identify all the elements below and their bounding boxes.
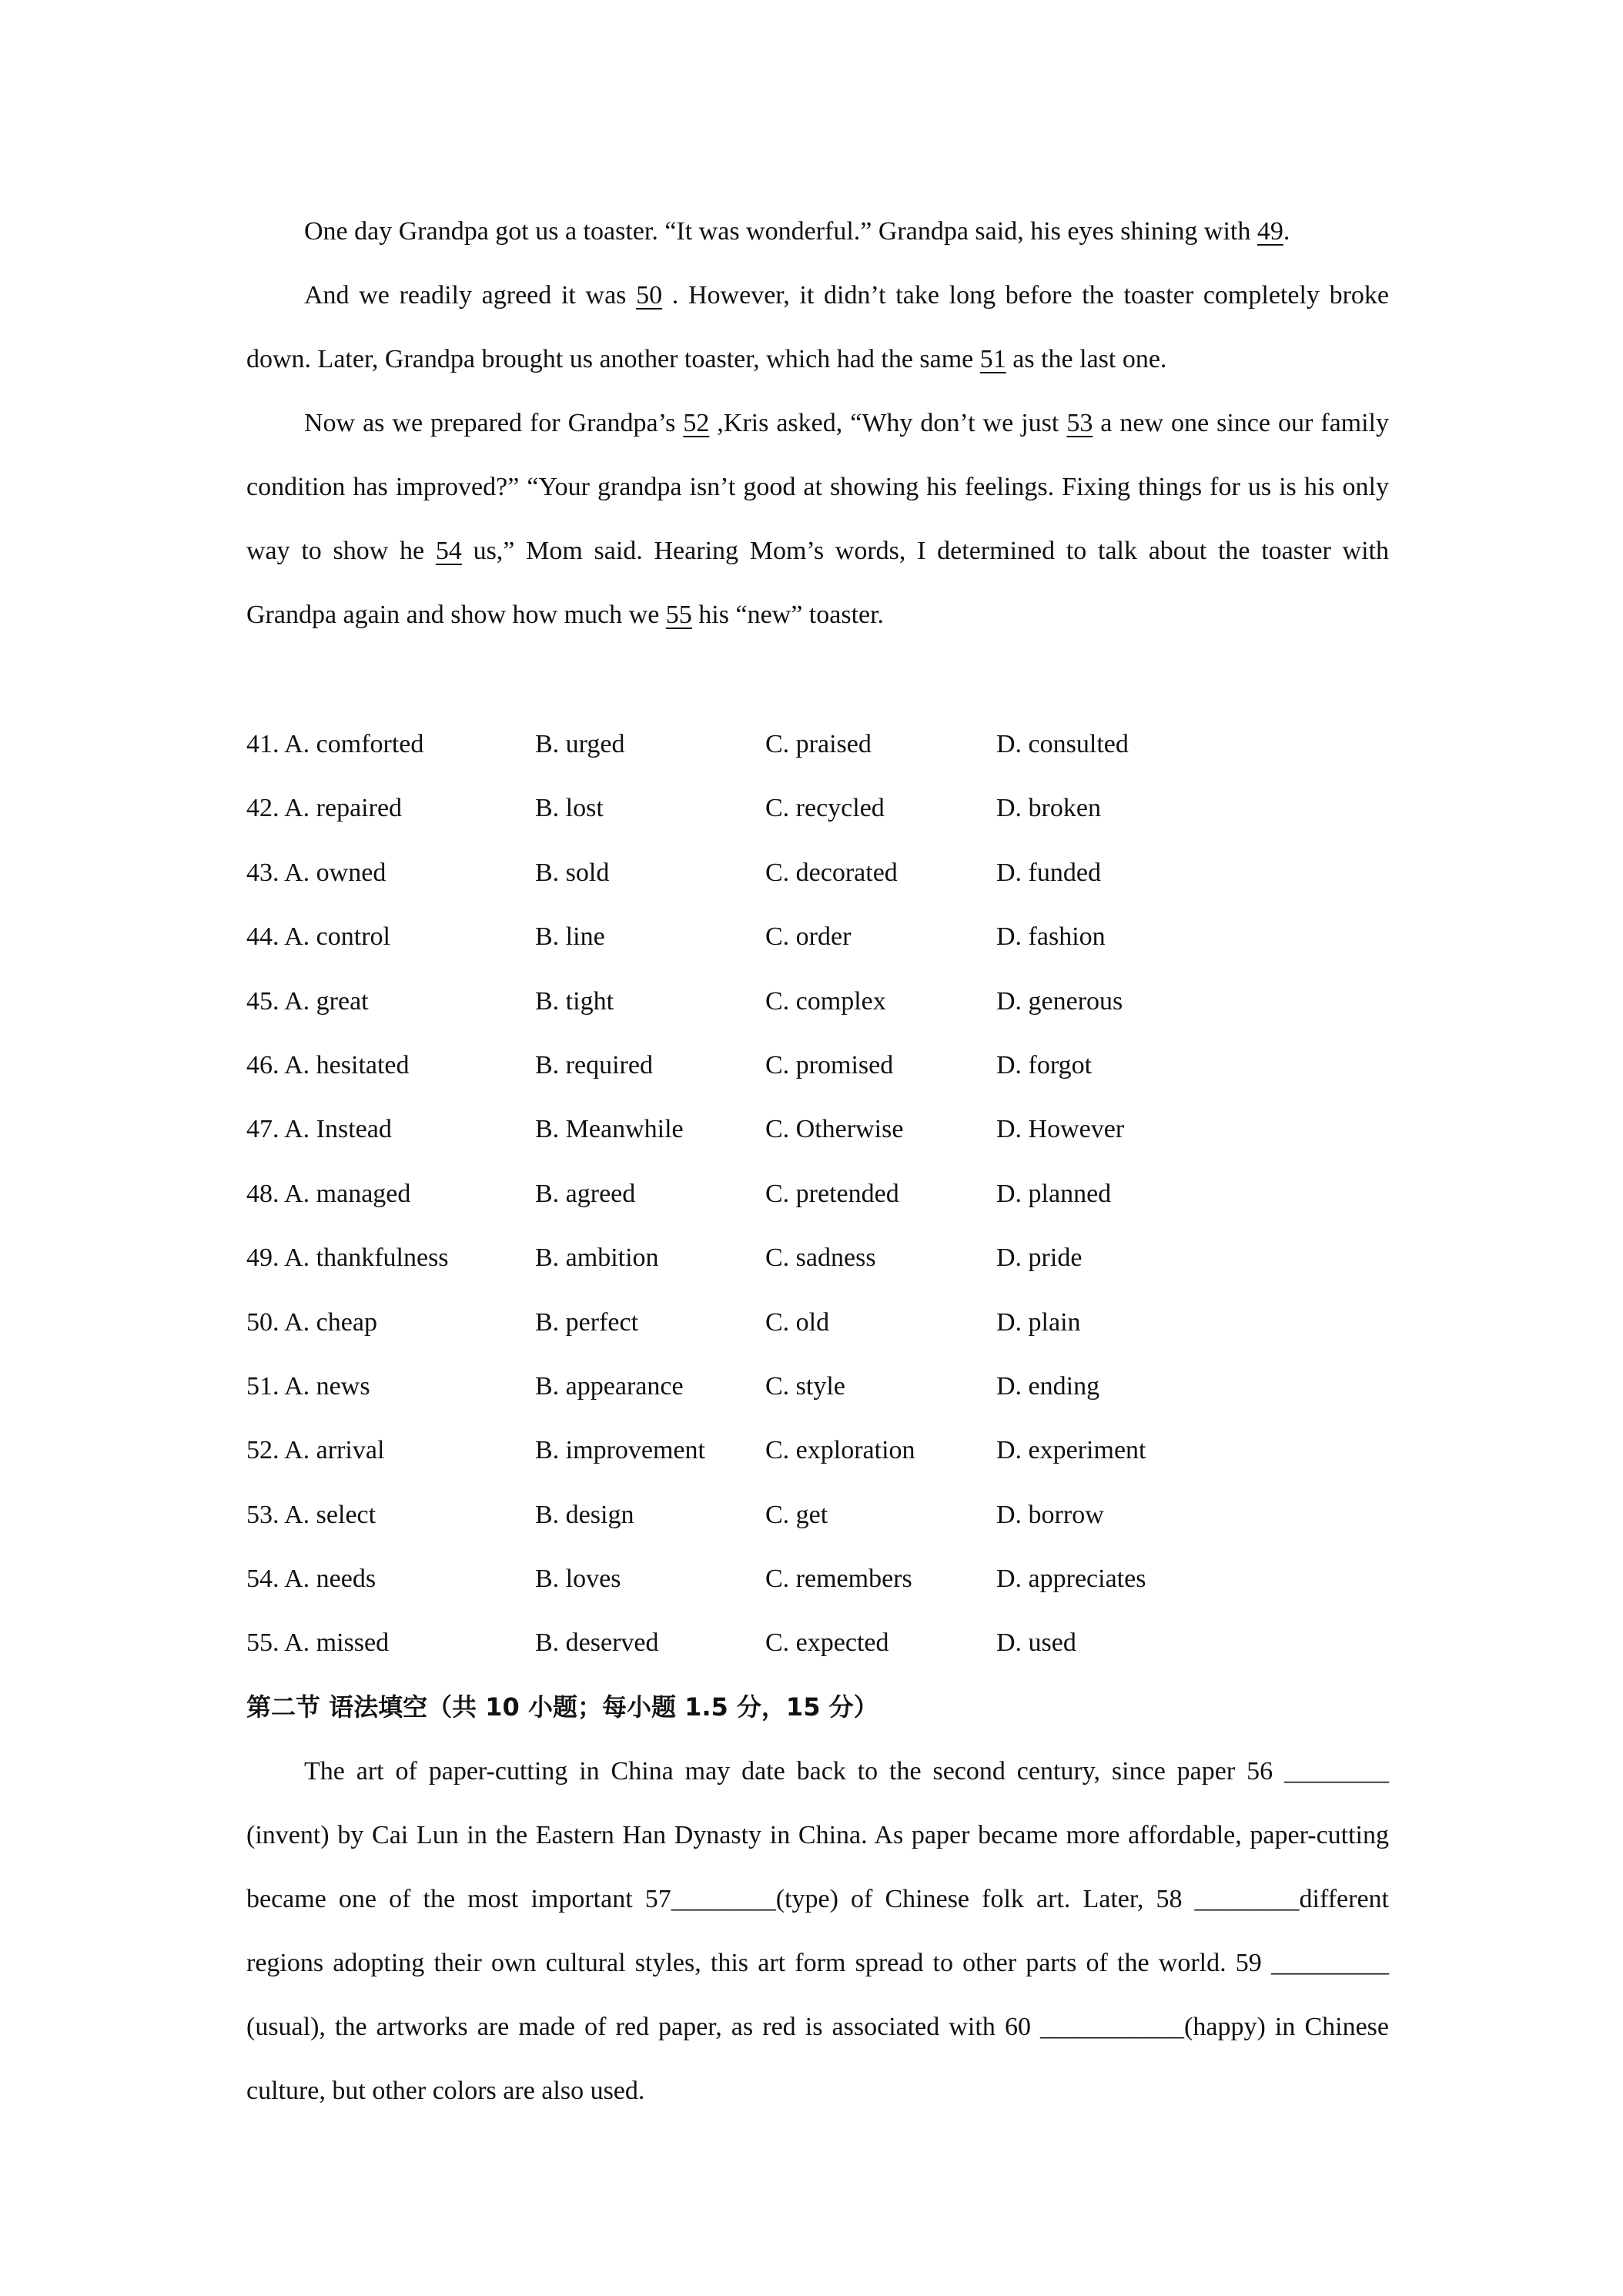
text-run: us,” Mom said. Hearing Mom’s words, I determined to talk about the toaster with Grandpa again and show how much we xyxy=(246,537,1390,629)
option-a: 50. A. cheap xyxy=(246,1307,377,1337)
option-d: D. used xyxy=(996,1628,1076,1658)
paper-cutting-paragraph: The art of paper-cutting in China may date back to the second century, since paper 56 ________ (invent) by Cai Lun in the Eastern Han Dynasty in China. As paper became more affordable, paper-cutting became one of the most important 57________(type) of Chinese folk art. Later, 58 ________different regions adopting their own cultural styles, this art form spread to other parts of the world. 59 _________ (usual), the artworks are made of red paper, as red is associated with 60 ___________(happy) in Chinese culture, but other colors are also used. xyxy=(246,1757,1389,2105)
option-b: B. sold xyxy=(535,858,610,887)
option-c: C. sadness xyxy=(765,1243,876,1273)
blank-54: 54 xyxy=(435,537,462,565)
option-c: C. Otherwise xyxy=(765,1115,904,1144)
option-c: C. expected xyxy=(765,1628,889,1658)
option-row-42 xyxy=(246,776,1389,840)
option-a: 42. A. repaired xyxy=(246,794,403,823)
option-d: D. appreciates xyxy=(996,1565,1146,1594)
option-a: 48. A. managed xyxy=(246,1179,411,1208)
option-d: D. pride xyxy=(996,1243,1083,1273)
option-a: 47. A. Instead xyxy=(246,1115,392,1144)
text-run: . xyxy=(1283,217,1290,246)
option-row-43 xyxy=(246,841,1389,905)
option-c: C. praised xyxy=(765,730,872,758)
option-row-53 xyxy=(246,1483,1389,1547)
option-c: C. get xyxy=(765,1500,828,1529)
text-run: a new one since our family condition has improved?” “Your grandpa isn’t good at showing his feelings. Fixing things for us is his only way to show he xyxy=(246,409,1390,565)
text-run: as the last one. xyxy=(1006,345,1167,373)
option-b: B. tight xyxy=(535,986,614,1016)
option-row-48 xyxy=(246,1162,1389,1226)
option-a: 55. A. missed xyxy=(246,1628,390,1658)
option-b: B. design xyxy=(535,1500,634,1529)
option-d: D. broken xyxy=(996,794,1101,823)
option-b: B. line xyxy=(535,922,605,952)
text-run: . However, it didn’t take long before the toaster completely broke down. Later, Grandpa brought us another toaster, which had the same xyxy=(246,281,1389,373)
option-row-55 xyxy=(246,1611,1389,1675)
text-run: ,Kris asked, “Why don’t we just xyxy=(709,409,1067,437)
option-c: C. recycled xyxy=(765,794,885,823)
blank-49: 49 xyxy=(1257,217,1283,246)
option-d: D. consulted xyxy=(996,730,1129,758)
option-a: 45. A. great xyxy=(246,986,369,1016)
option-c: C. style xyxy=(765,1371,845,1401)
option-a: 49. A. thankfulness xyxy=(246,1243,449,1273)
option-d: D. fashion xyxy=(996,922,1106,952)
option-c: C. pretended xyxy=(765,1179,899,1208)
option-c: C. complex xyxy=(765,986,886,1016)
text-run: And we readily agreed it was xyxy=(304,281,637,310)
text-run: his “new” toaster. xyxy=(691,601,885,629)
option-row-52 xyxy=(246,1418,1389,1482)
option-c: C. old xyxy=(765,1307,830,1337)
option-d: D. planned xyxy=(996,1179,1112,1208)
option-d: D. funded xyxy=(996,858,1101,887)
option-d: D. forgot xyxy=(996,1050,1093,1079)
option-row-54 xyxy=(246,1547,1389,1611)
option-b: B. urged xyxy=(535,730,625,758)
paragraph-toaster-gift xyxy=(246,199,1389,263)
option-row-46 xyxy=(246,1033,1389,1097)
option-c: C. exploration xyxy=(765,1436,915,1465)
option-a: 52. A. arrival xyxy=(246,1436,385,1465)
option-d: D. However xyxy=(996,1115,1125,1144)
option-row-49 xyxy=(246,1226,1389,1290)
blank-53: 53 xyxy=(1066,409,1093,437)
option-d: D. experiment xyxy=(996,1436,1146,1465)
option-c: C. order xyxy=(765,922,852,952)
option-b: B. perfect xyxy=(535,1307,639,1337)
option-c: C. remembers xyxy=(765,1565,912,1594)
option-a: 46. A. hesitated xyxy=(246,1050,410,1079)
option-c: C. decorated xyxy=(765,858,898,887)
option-row-45 xyxy=(246,969,1389,1033)
option-a: 43. A. owned xyxy=(246,858,387,887)
option-b: B. agreed xyxy=(535,1179,636,1208)
answer-options-list xyxy=(246,712,1389,1675)
text-run: One day Grandpa got us a toaster. “It was wonderful.” Grandpa said, his eyes shining with xyxy=(304,217,1257,246)
option-b: B. deserved xyxy=(535,1628,659,1658)
option-c: C. promised xyxy=(765,1050,894,1079)
option-b: B. required xyxy=(535,1050,653,1079)
text-run: Now as we prepared for Grandpa’s xyxy=(304,409,684,437)
option-d: D. generous xyxy=(996,986,1123,1016)
option-b: B. lost xyxy=(535,794,604,823)
option-d: D. plain xyxy=(996,1307,1081,1337)
paragraph-moms-words xyxy=(246,391,1389,647)
option-a: 54. A. needs xyxy=(246,1565,376,1594)
option-row-47 xyxy=(246,1097,1389,1161)
option-row-50 xyxy=(246,1290,1389,1354)
option-b: B. Meanwhile xyxy=(535,1115,684,1144)
option-a: 44. A. control xyxy=(246,922,390,952)
option-a: 53. A. select xyxy=(246,1500,376,1529)
option-a: 41. A. comforted xyxy=(246,730,424,758)
option-a: 51. A. news xyxy=(246,1371,370,1401)
section-heading: 第二节 语法填空（共 10 小题；每小题 1.5 分，15 分） xyxy=(246,1692,878,1722)
option-d: D. borrow xyxy=(996,1500,1104,1529)
option-row-44 xyxy=(246,905,1389,969)
blank-52: 52 xyxy=(683,409,710,437)
option-row-51 xyxy=(246,1354,1389,1418)
option-b: B. appearance xyxy=(535,1371,684,1401)
cloze-passage-ending xyxy=(246,199,1389,647)
paragraph-toaster-broke xyxy=(246,263,1389,391)
option-b: B. ambition xyxy=(535,1243,659,1273)
option-b: B. improvement xyxy=(535,1436,705,1465)
blank-55: 55 xyxy=(665,601,692,629)
blank-50: 50 xyxy=(636,281,663,310)
grammar-fill-passage xyxy=(246,1739,1389,2123)
option-d: D. ending xyxy=(996,1371,1100,1401)
blank-51: 51 xyxy=(979,345,1006,373)
option-b: B. loves xyxy=(535,1565,621,1594)
option-row-41 xyxy=(246,712,1389,776)
